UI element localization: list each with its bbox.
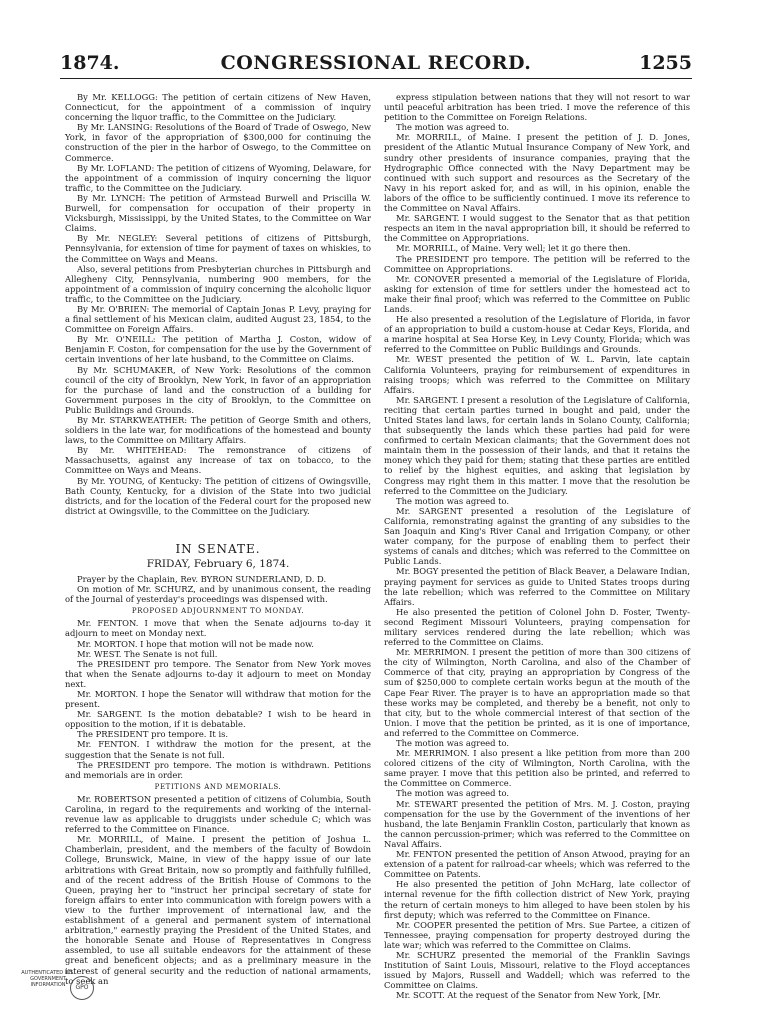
paragraph: He also presented a resolution of the Legislature of Florida, in favor of an appropriation to build a custom-house at Cedar Keys, Florida, and a marine hospital at Sea Horse Key, in Levy County, Florida; which was referred to the Committee on Public Buildings and Grounds. (384, 314, 690, 355)
paragraph: Mr. MORRILL, of Maine. Very well; let it go there then. (396, 243, 631, 254)
paragraph: The motion was agreed to. (396, 738, 510, 748)
paragraph: Prayer by the Chaplain, Rev. BYRON SUNDERLAND, D. D. (77, 573, 327, 584)
house-petitions (65, 92, 371, 516)
paragraph: Mr. SARGENT. Is the motion debatable? I wish to be heard in opposition to the motion, if it is debatable. (65, 709, 371, 730)
paragraph: Mr. FENTON. I withdraw the motion for the present, at the suggestion that the Senate is not full. (65, 739, 371, 760)
gpo-logo-icon: GPO (70, 976, 94, 1000)
paragraph: By Mr. O'NEILL: The petition of Martha J. Coston, widow of Benjamin F. Coston, for compensation for the use by the Government of certain inventions of her late husband, to the Committee on Claims. (65, 334, 371, 365)
paragraph: By Mr. O'BRIEN: The memorial of Captain Jonas P. Levy, praying for a final settlement of his Mexican claim, audited August 23, 1854, to the Committee on Foreign Affairs. (65, 303, 371, 335)
paragraph: On motion of Mr. SCHURZ, and by unanimous consent, the reading of the Journal of yesterday's proceedings was dispensed with. (65, 584, 371, 605)
subheading-petitions: PETITIONS AND MEMORIALS. (154, 782, 282, 791)
paragraph: By Mr. STARKWEATHER: The petition of George Smith and others, soldiers in the late war, for modifications of the homestead and bounty laws, to the Committee on Military Affairs. (65, 415, 371, 446)
senate-date: FRIDAY, February 6, 1874. (146, 557, 290, 570)
paragraph: Mr. MORRILL, of Maine. I present the petition of J. D. Jones, president of the Atlantic Mutual Insurance Company of New York, and sundry other presidents of insurance companies, praying that the Hydrographic Office connected with the Navy Department may be continued with such support and resources as the Secretary of the Navy in his report asked for, and as will, in his opinion, enable the labors of the office to be sufficiently continued. I move its reference to the Committee on Naval Affairs. (384, 132, 690, 214)
paragraph: The PRESIDENT pro tempore. The petition will be referred to the Committee on Appropriations. (384, 253, 690, 274)
paragraph: Mr. MORRILL, of Maine. I present the petition of Joshua L. Chamberlain, president, and the members of the faculty of Bowdoin College, Brunswick, Maine, in view of the happy issue of our late arbitrations with Great Britain, now so promptly and faithfully fulfilled, and of the recent address of the British House of Commons to the Queen, praying her to "instruct her principal secretary of state for foreign affairs to enter into communication with foreign powers with a view to the further improvement of international law, and the establishment of a general and permanent system of international arbitration," earnestly praying the President of the United States, and the honorable Senate and House of Representatives in Congress assembled, to use all suitable endeavors for the attainment of these great and beneficent objects; and as a preliminary measure in the interest of general security and the reduction of national armaments, to seek an (65, 834, 371, 986)
paragraph: By Mr. KELLOGG: The petition of certain citizens of New Haven, Connecticut, for the appointment of a commission of inquiry concerning the liquor traffic, to the Committee on the Judiciary. (65, 92, 371, 123)
paragraph: Mr. MERRIMON. I present the petition of more than 300 citizens of the city of Wilmington, North Carolina, and also of the Chamber of Commerce of that city, praying an appropriation by Congress of the sum of $250,000 to complete certain works begun at the mouth of the Cape Fear River. The prayer is to have an appropriation made so that these works may be completed, and thereby be a benefit, not only to that city, but to the whole commercial interest of that section of the Union. I move that the petition be printed, as it is one of importance, and referred to the Committee on Commerce. (384, 647, 690, 738)
paragraph: By Mr. LANSING: Resolutions of the Board of Trade of Oswego, New York, in favor of the appropriation of $300,000 for continuing the construction of the pier in the harbor of Oswego, to the Committee on Commerce. (65, 122, 371, 163)
paragraph: By Mr. WHITEHEAD: The remonstrance of citizens of Massachusetts, against any increase of tax on tobacco, to the Committee on Ways and Means. (65, 445, 371, 476)
paragraph: Mr. SCOTT. At the request of the Senator from New York, [Mr. (396, 990, 661, 1001)
paragraph: Mr. WEST. The Senate is not full. (77, 648, 218, 659)
paragraph: Mr. STEWART presented the petition of Mrs. M. J. Coston, praying compensation for the use by the Government of the inventions of her husband, the late Benjamin Franklin Coston, particularly that known as the cannon percussion-primer; which was referred to the Committee on Naval Affairs. (384, 798, 690, 849)
left-column (65, 92, 371, 986)
paragraph: He also presented the petition of Colonel John D. Foster, Twenty-second Regiment Missouri Volunteers, praying compensation for military services rendered during the late rebellion; which was referred to the Committee on Claims. (384, 606, 690, 648)
paragraph: Mr. CONOVER presented a memorial of the Legislature of Florida, asking for extension of time for settlers under the homestead act to make their final proof; which was referred to the Committee on Public Lands. (384, 273, 690, 314)
paragraph: Mr. ROBERTSON presented a petition of citizens of Columbia, South Carolina, in regard to the requirements and working of the internal-revenue law as applicable to druggists under schedule C; which was referred to the Committee on Finance. (65, 793, 371, 835)
paragraph: The motion was agreed to. (396, 788, 510, 799)
header-title: CONGRESSIONAL RECORD. (220, 52, 532, 74)
paragraph: By Mr. SCHUMAKER, of New York: Resolutions of the common council of the city of Brooklyn, New York, in favor of an appropriation for the purchase of land and the construction of a building for Government purposes in the city of Brooklyn, to the Committee on Public Buildings and Grounds. (65, 364, 371, 415)
subheading-adjournment: PROPOSED ADJOURNMENT TO MONDAY. (131, 607, 305, 616)
paragraph: Mr. WEST presented the petition of W. L. Parvin, late captain California Volunteers, praying for reimbursement of expenditures in raising troops; which was referred to the Committee on Military Affairs. (384, 354, 690, 395)
paragraph: By Mr. NEGLEY: Several petitions of citizens of Pittsburgh, Pennsylvania, for extension of time for payment of taxes on whiskies, to the Committee on Ways and Means. (65, 233, 371, 264)
paragraph: Mr. BOGY presented the petition of Black Beaver, a Delaware Indian, praying payment for services as guide to United States troops during the late rebellion; which was referred to the Committee on Military Affairs. (384, 566, 690, 607)
gpo-authentication-seal (20, 970, 100, 1010)
header-page-number: 1255 (639, 52, 692, 74)
paragraph: Mr. MERRIMON. I also present a like petition from more than 200 colored citizens of the city of Wilmington, North Carolina, with the same prayer. I move that this petition also be printed, and referred to the Committee on Commerce. (384, 748, 690, 789)
paragraph: The PRESIDENT pro tempore. The Senator from New York moves that when the Senate adjourns to-day it adjourn to meet on Monday next. (65, 658, 371, 689)
paragraph: Mr. COOPER presented the petition of Mrs. Sue Partee, a citizen of Tennessee, praying compensation for property destroyed during the late war; which was referred to the Committee on Claims. (384, 919, 690, 950)
gpo-authentication-text: AUTHENTICATED U.S. GOVERNMENT INFORMATION (21, 970, 75, 988)
paragraph: express stipulation between nations that they will not resort to war until peaceful arbitration has been tried. I move the reference of this petition to the Committee on Foreign Relations. (384, 92, 690, 123)
paragraph: Mr. SARGENT. I would suggest to the Senator that as that petition respects an item in the naval appropriation bill, it should be referred to the Committee on Appropriations. (384, 213, 690, 244)
paragraph: The motion was agreed to. (396, 495, 510, 506)
page-header (60, 50, 692, 79)
senate-petitions (65, 794, 371, 986)
paragraph: Mr. SARGENT presented a resolution of the Legislature of California, remonstrating against the granting of any subsidies to the San Joaquin and King's River Canal and Irrigation Company, or other water company, for the purpose of enabling them to perfect their systems of canals and ditches; which was referred to the Committee on Public Lands. (384, 505, 690, 567)
paragraph: Also, several petitions from Presbyterian churches in Pittsburgh and Allegheny City, Pennsylvania, numbering 900 members, for the appointment of a commission of inquiry concerning the alcoholic liquor traffic, to the Committee on the Judiciary. (65, 263, 371, 304)
paragraph: By Mr. YOUNG, of Kentucky: The petition of citizens of Owingsville, Bath County, Kentucky, for a division of the State into two judicial districts, and for the location of the Federal court for the proposed new district at Owingsville, to the Committee on the Judiciary. (65, 475, 371, 516)
paragraph: By Mr. LYNCH: The petition of Armstead Burwell and Priscilla W. Burwell, for compensation for occupation of their property in Vicksburgh, Mississippi, by the United States, to the Committee on War Claims. (65, 192, 371, 234)
paragraph: By Mr. LOFLAND: The petition of citizens of Wyoming, Delaware, for the appointment of a commission of inquiry concerning the liquor traffic, to the Committee on the Judiciary. (65, 162, 371, 193)
senate-opening (65, 574, 371, 604)
paragraph: Mr. MORTON. I hope the Senator will withdraw that motion for the present. (65, 688, 371, 710)
paragraph: Mr. FENTON. I move that when the Senate adjourns to-day it adjourn to meet on Monday next. (65, 618, 371, 639)
senate-petitions-continued (384, 92, 690, 1000)
paragraph: The motion was agreed to. (396, 122, 510, 133)
paragraph: Mr. MORTON. I hope that motion will not be made now. (77, 638, 314, 649)
paragraph: He also presented the petition of John McHarg, late collector of internal revenue for the fifth collection district of New York, praying the return of certain moneys to him alleged to have been stolen by his first deputy; which was referred to the Committee on Finance. (384, 879, 690, 920)
header-year: 1874. (60, 52, 120, 74)
paragraph: Mr. FENTON presented the petition of Anson Atwood, praying for an extension of a patent for railroad-car wheels; which was referred to the Committee on Patents. (384, 849, 690, 880)
paragraph: The PRESIDENT pro tempore. It is. (77, 729, 229, 740)
adjournment-debate (65, 618, 371, 780)
paragraph: The PRESIDENT pro tempore. The motion is withdrawn. Petitions and memorials are in order. (65, 759, 371, 780)
paragraph: Mr. SARGENT. I present a resolution of the Legislature of California, reciting that certain parties turned in bought and paid, under the United States land laws, for certain lands in Solano County, California; that subsequently the lands which these parties had paid for were confirmed to certain Mexican claimants; that the Government does not maintain them in the possession of their lands, and that it retains the money which they paid for them; stating that these parties are entitled to relief by the highest equities, and asking that legislation by Congress may right them in this matter. I move that the resolution be referred to the Committee on the Judiciary. (384, 394, 690, 496)
paragraph: Mr. SCHURZ presented the memorial of the Franklin Savings Institution of Saint Louis, Missouri, relative to the Floyd acceptances issued by Majors, Russell and Waddell; which was referred to the Committee on Claims. (384, 949, 690, 991)
senate-heading: IN SENATE. (175, 541, 261, 556)
right-column (384, 92, 690, 1001)
